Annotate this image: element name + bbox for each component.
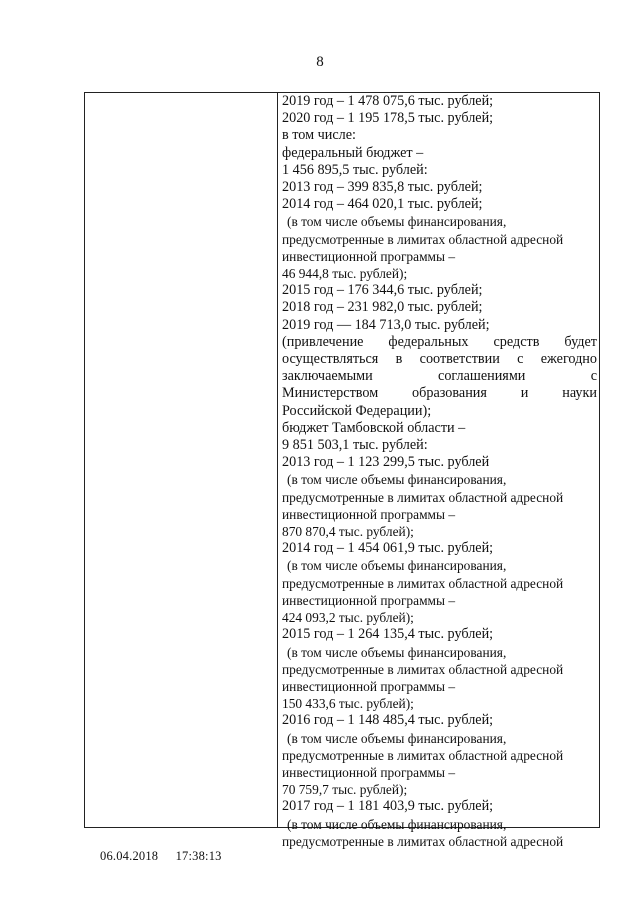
text-line: заключаемыми соглашениями с: [282, 368, 597, 385]
text-line: инвестиционной программы –: [282, 592, 456, 608]
text-line: предусмотренные в лимитах областной адресной: [282, 489, 564, 505]
text-line: федеральный бюджет –: [282, 144, 424, 161]
print-date: 06.04.2018: [100, 849, 159, 863]
text-line: 1 456 895,5 тыс. рублей:: [282, 161, 428, 178]
text-line: 2013 год – 399 835,8 тыс. рублей;: [282, 179, 483, 196]
text-line: предусмотренные в лимитах областной адресной: [282, 575, 564, 591]
text-line: 424 093,2 тыс. рублей);: [282, 610, 414, 626]
page-number: 8: [316, 54, 324, 70]
text-line: 46 944,8 тыс. рублей);: [282, 266, 408, 282]
print-timestamp: [100, 849, 222, 864]
text-line: предусмотренные в лимитах областной адресной: [282, 833, 564, 849]
text-line: (в том числе объемы финансирования,: [287, 644, 507, 660]
text-line: 2018 год – 231 982,0 тыс. рублей;: [282, 299, 483, 316]
text-line: предусмотренные в лимитах областной адресной: [282, 747, 564, 763]
text-line: 2017 год – 1 181 403,9 тыс. рублей;: [282, 798, 494, 815]
text-line: в том числе:: [282, 127, 356, 144]
text-line: 2014 год – 1 454 061,9 тыс. рублей;: [282, 540, 494, 557]
text-line: Российской Федерации);: [282, 402, 432, 419]
text-line: 2019 год — 184 713,0 тыс. рублей;: [282, 316, 490, 333]
text-line: 2016 год – 1 148 485,4 тыс. рублей;: [282, 712, 494, 729]
text-line: 2015 год – 176 344,6 тыс. рублей;: [282, 282, 483, 299]
text-line: 870 870,4 тыс. рублей);: [282, 524, 414, 540]
text-line: (в том числе объемы финансирования,: [287, 472, 507, 488]
table-content-cell: [278, 93, 599, 849]
text-line: 2020 год – 1 195 178,5 тыс. рублей;: [282, 110, 494, 127]
text-line: 9 851 503,1 тыс. рублей:: [282, 437, 428, 454]
text-line: инвестиционной программы –: [282, 764, 456, 780]
table-label-cell: [85, 93, 278, 827]
text-line: предусмотренные в лимитах областной адресной: [282, 661, 564, 677]
text-line: 2015 год – 1 264 135,4 тыс. рублей;: [282, 626, 494, 643]
text-line: осуществляться в соответствии с ежегодно: [282, 351, 597, 368]
text-line: (в том числе объемы финансирования,: [287, 214, 507, 230]
text-line: бюджет Тамбовской области –: [282, 419, 466, 436]
passport-table: [84, 92, 600, 849]
text-line: инвестиционной программы –: [282, 506, 456, 522]
text-line: 2014 год – 464 020,1 тыс. рублей;: [282, 196, 483, 213]
text-line: 150 433,6 тыс. рублей);: [282, 696, 414, 712]
text-line: (привлечение федеральных средств будет: [282, 333, 597, 350]
text-line: инвестиционной программы –: [282, 248, 456, 264]
text-line: (в том числе объемы финансирования,: [287, 730, 507, 746]
text-line: 2013 год – 1 123 299,5 тыс. рублей: [282, 454, 490, 471]
text-line: предусмотренные в лимитах областной адресной: [282, 231, 564, 247]
text-line: (в том числе объемы финансирования,: [287, 558, 507, 574]
text-line: Министерством образования и науки: [282, 385, 597, 402]
text-line: 70 759,7 тыс. рублей);: [282, 782, 408, 798]
text-line: инвестиционной программы –: [282, 678, 456, 694]
print-time: 17:38:13: [175, 849, 222, 863]
text-line: 2019 год – 1 478 075,6 тыс. рублей;: [282, 93, 494, 109]
text-line: (в том числе объемы финансирования,: [287, 816, 507, 832]
